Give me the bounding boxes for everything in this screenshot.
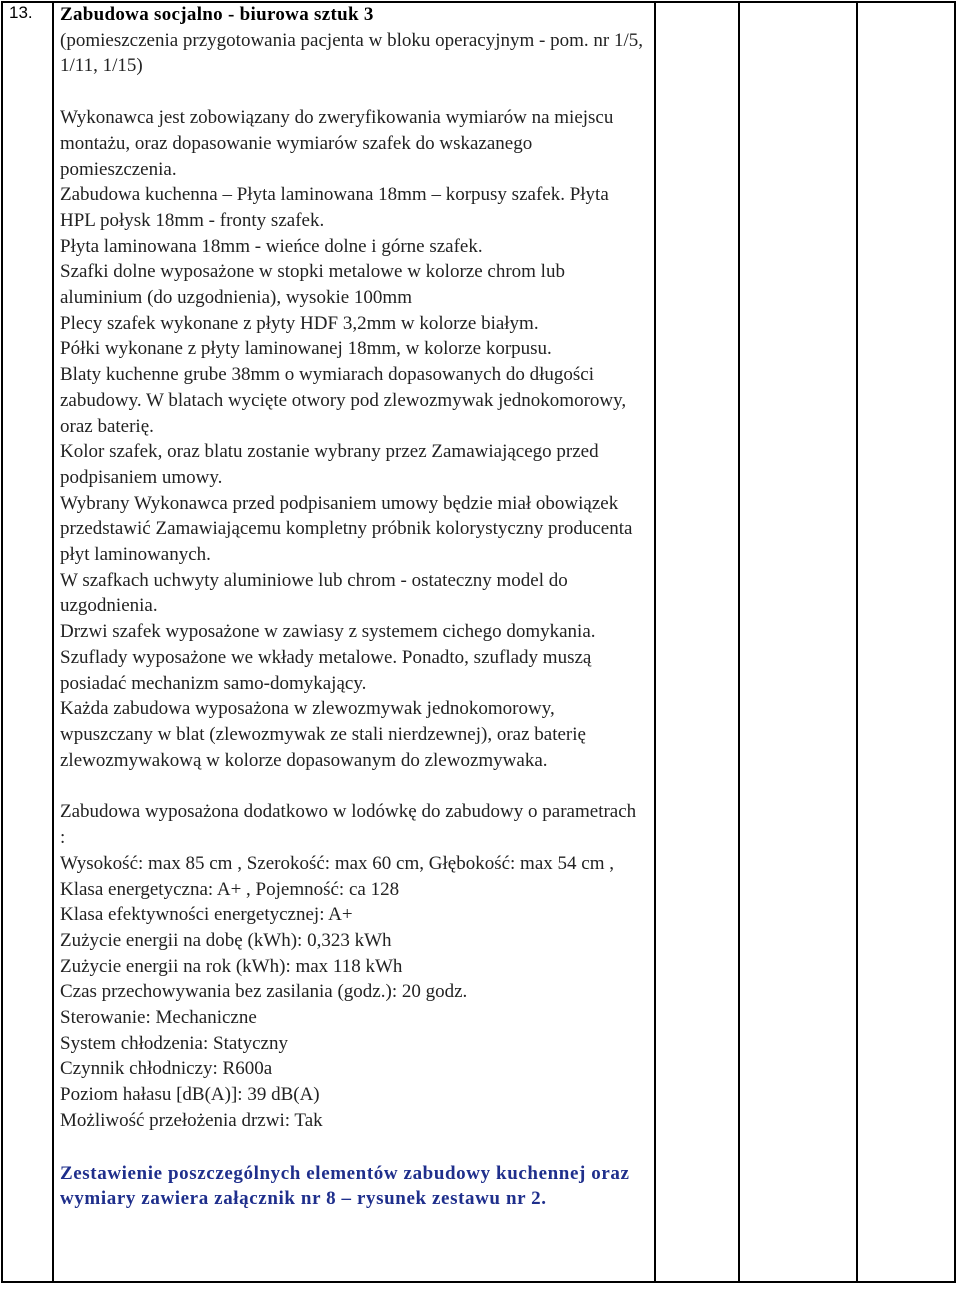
attachment-note: Zestawienie poszczególnych elementów zabudowy kuchennej oraz wymiary zawiera załącznik nr 8 – rysunek zestawu nr 2. [60,1162,630,1210]
fridge-spec: Zużycie energii na dobę (kWh): 0,323 kWh [60,929,392,951]
item-title: Zabudowa socjalno - biurowa sztuk 3 [60,4,374,25]
intro-paragraph: Wykonawca jest zobowiązany do zweryfikowania wymiarów na miejscu montażu, oraz dopasowanie wymiarów szafek do wskazanego pomieszczenia. [60,107,614,180]
description-line: Drzwi szafek wyposażone w zawiasy z systemem cichego domykania. [60,621,596,643]
fridge-spec: Poziom hałasu [dB(A)]: 39 dB(A) [60,1084,320,1106]
fridge-spec: Czynnik chłodniczy: R600a [60,1058,273,1080]
description-line: Zabudowa kuchenna – Płyta laminowana 18mm – korpusy szafek. Płyta HPL połysk 18mm - fronty szafek. [60,184,609,231]
fridge-spec: Możliwość przełożenia drzwi: Tak [60,1109,323,1131]
fridge-spec: Sterowanie: Mechaniczne [60,1007,257,1029]
description-line: Szafki dolne wyposażone w stopki metalowe w kolorze chrom lub aluminium (do uzgodnienia), wysokie 100mm [60,261,565,309]
column-divider-2 [654,1,656,1283]
description-line: Każda zabudowa wyposażona w zlewozmywak jednokomorowy, wpuszczany w blat (zlewozmywak ze stali nierdzewnej), oraz baterię zlewozmywakową w kolorze dopasowanym do zlewozmywaka. [60,698,586,771]
description-line: Szuflady wyposażone we wkłady metalowe. Ponadto, szuflady muszą posiadać mechanizm samo-domykający. [60,646,592,694]
description-line: W szafkach uchwyty aluminiowe lub chrom - ostateczny model do uzgodnienia. [60,569,568,617]
description-line: Blaty kuchenne grube 38mm o wymiarach dopasowanych do długości zabudowy. W blatach wycięte otwory pod zlewozmywak jednokomorowy, oraz baterię. [60,364,627,437]
description-line: Płyta laminowana 18mm - wieńce dolne i górne szafek. [60,235,483,257]
column-divider-4 [856,1,858,1283]
row-number: 13. [9,3,33,22]
fridge-intro: Zabudowa wyposażona dodatkowo w lodówkę do zabudowy o parametrach : [60,801,637,849]
description-line: Półki wykonane z płyty laminowanej 18mm, w kolorze korpusu. [60,338,552,360]
fridge-spec: Klasa energetyczna: A+ , Pojemność: ca 128 [60,878,400,900]
description-line: Plecy szafek wykonane z płyty HDF 3,2mm w kolorze białym. [60,312,539,334]
description-line: Kolor szafek, oraz blatu zostanie wybrany przez Zamawiającego przed podpisaniem umowy. [60,441,599,488]
fridge-spec: Zużycie energii na rok (kWh): max 118 kWh [60,955,403,977]
fridge-spec: System chłodzenia: Statyczny [60,1032,288,1054]
column-divider-3 [738,1,740,1283]
column-divider-1 [52,1,54,1283]
description-cell [60,2,645,1212]
item-subtitle: (pomieszczenia przygotowania pacjenta w bloku operacyjnym - pom. nr 1/5, 1/11, 1/15) [60,29,643,77]
fridge-spec: Czas przechowywania bez zasilania (godz.): 20 godz. [60,981,468,1003]
description-line: Wybrany Wykonawca przed podpisaniem umowy będzie miał obowiązek przedstawić Zamawiającemu kompletny próbnik kolorystyczny producenta płyt laminowanych. [60,492,633,566]
fridge-spec: Wysokość: max 85 cm , Szerokość: max 60 cm, Głębokość: max 54 cm , [60,852,614,874]
fridge-spec: Klasa efektywności energetycznej: A+ [60,904,353,926]
